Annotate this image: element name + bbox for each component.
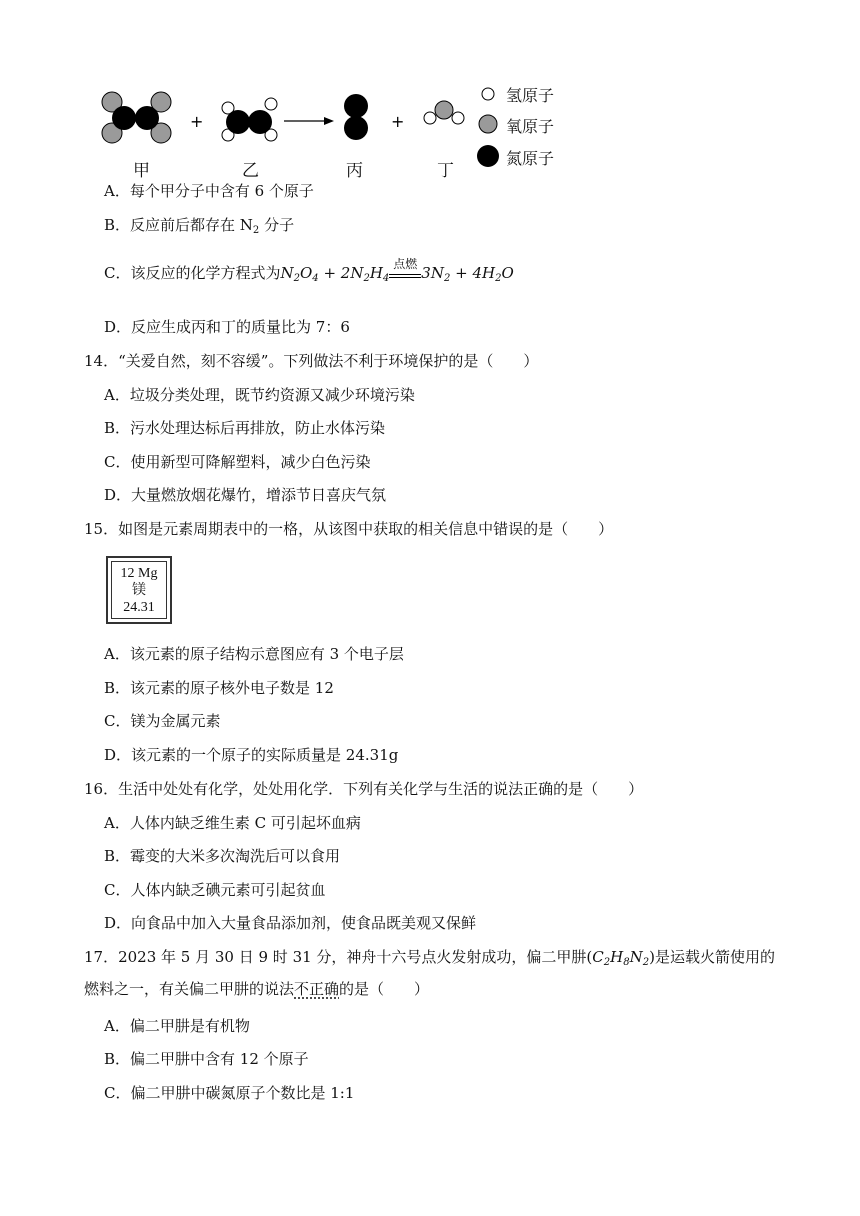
molecule-bing [344, 94, 368, 140]
equation: $N_2O_4 + 2N_2H_4$ [280, 264, 390, 284]
q16-stem: 16．生活中处处有化学，处处用化学．下列有关化学与生活的说法正确的是（ ） [84, 780, 644, 798]
q16-option-b: B．霉变的大米多次淘洗后可以食用 [104, 847, 341, 865]
label-ding: 丁 [437, 161, 454, 181]
plus-sign: + [391, 112, 405, 131]
q17-option-a: A．偏二甲肼是有机物 [104, 1017, 250, 1035]
q13-option-d: D．反应生成丙和丁的质量比为 7：6 [104, 318, 350, 336]
periodic-table-cell [106, 556, 172, 624]
q17-option-c: C．偏二甲肼中碳氮原子个数比是 1:1 [104, 1084, 355, 1102]
element-name: 镁 [132, 583, 146, 598]
molecule-ding [424, 101, 464, 124]
label-jia: 甲 [133, 161, 150, 181]
legend-hydrogen-swatch [482, 88, 494, 100]
element-symbol: Mg [138, 566, 158, 581]
q15-option-a: A．该元素的原子结构示意图应有 3 个电子层 [104, 645, 404, 663]
q15-stem: 15．如图是元素周期表中的一格，从该图中获取的相关信息中错误的是（ ） [84, 520, 614, 538]
q14-option-a: A．垃圾分类处理，既节约资源又减少环境污染 [104, 386, 415, 404]
q15-option-d: D．该元素的一个原子的实际质量是 24.31g [104, 746, 399, 764]
q13-option-a: A．每个甲分子中含有 6 个原子 [104, 182, 314, 200]
q13-option-b: B．反应前后都存在 $N_2$ 分子 [104, 216, 295, 236]
emphasis-text: 不正确 [294, 980, 340, 998]
atomic-mass: 24.31 [123, 600, 155, 615]
legend-oxygen-swatch [479, 115, 497, 133]
legend-nitrogen-label: 氮原子 [506, 149, 555, 168]
label-yi: 乙 [242, 161, 259, 181]
molecule-jia [102, 92, 171, 143]
q15-option-b: B．该元素的原子核外电子数是 12 [104, 679, 334, 697]
q17-stem-line2: 燃料之一，有关偏二甲肼的说法不正确的是（ ） [84, 980, 430, 998]
q17-option-b: B．偏二甲肼中含有 12 个原子 [104, 1050, 309, 1068]
q13-option-c: C．该反应的化学方程式为$N_2O_4 + 2N_2H_4$ 点燃 $3N_2 + 4H_2O$ [104, 257, 514, 284]
formula-c2h8n2: $C_2H_8N_2$ [592, 948, 650, 968]
q14-stem: 14．“关爱自然，刻不容缓”。下列做法不利于环境保护的是（ ） [84, 352, 539, 370]
legend-nitrogen-swatch [477, 145, 499, 167]
reaction-diagram [0, 0, 860, 180]
q14-option-d: D．大量燃放烟花爆竹，增添节日喜庆气氛 [104, 486, 387, 504]
reaction-condition: 点燃 [393, 257, 418, 271]
legend-oxygen-label: 氧原子 [506, 117, 555, 136]
label-bing: 丙 [346, 161, 363, 181]
q14-option-b: B．污水处理达标后再排放，防止水体污染 [104, 419, 386, 437]
q16-option-c: C．人体内缺乏碘元素可引起贫血 [104, 881, 326, 899]
q15-option-c: C．镁为金属元素 [104, 712, 221, 730]
q16-option-a: A．人体内缺乏维生素 C 可引起坏血病 [104, 814, 361, 832]
atomic-number: 12 [120, 566, 135, 581]
legend-hydrogen-label: 氢原子 [506, 86, 555, 105]
q17-stem-line1: 17．2023 年 5 月 30 日 9 时 31 分，神舟十六号点火发射成功，偏二甲肼$(C_2H_8N_2)$是运载火箭使用的 [84, 948, 775, 968]
plus-sign: + [190, 112, 204, 131]
q16-option-d: D．向食品中加入大量食品添加剂，使食品既美观又保鲜 [104, 914, 477, 932]
molecule-yi [222, 98, 277, 141]
q14-option-c: C．使用新型可降解塑料，减少白色污染 [104, 453, 371, 471]
